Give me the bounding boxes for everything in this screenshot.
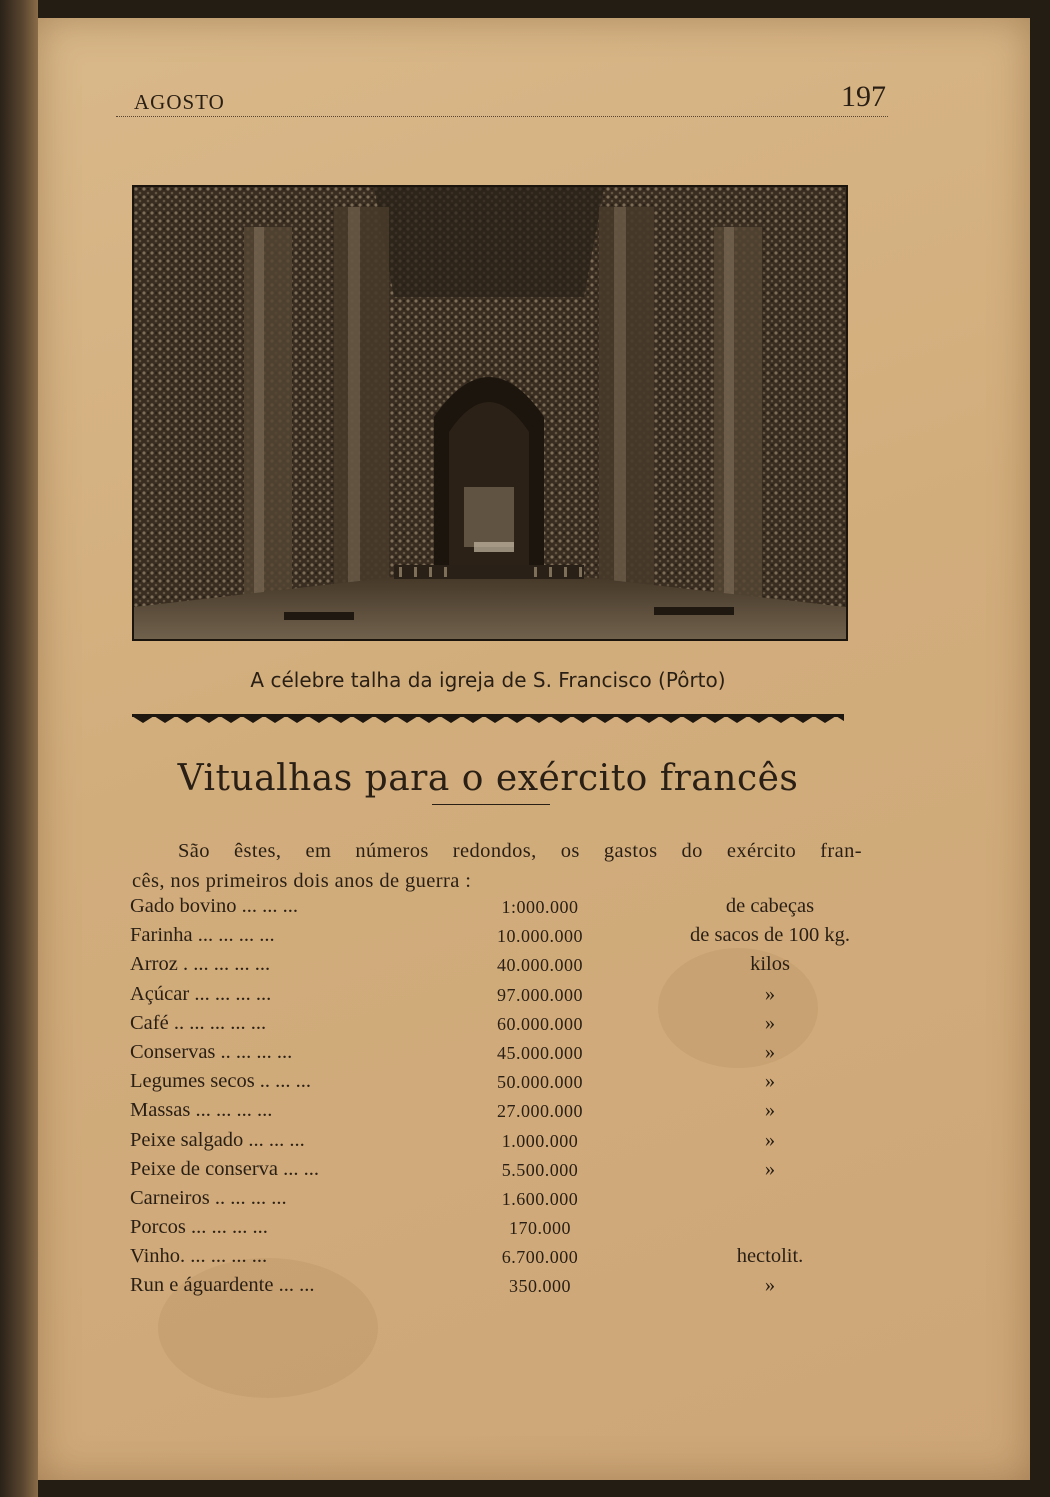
ornament-segment: [550, 716, 572, 723]
dot-leader: ... ... ...: [243, 1128, 305, 1151]
dot-leader: ... ... ...: [236, 895, 298, 917]
ornament-segment: [242, 716, 264, 723]
ornament-segment: [198, 716, 220, 723]
ornament-segment: [286, 716, 308, 723]
item-label: [130, 1216, 268, 1239]
item-amount: 60.000.000: [497, 1013, 583, 1034]
section-title: AGOSTO: [134, 90, 225, 114]
table-row: [130, 1216, 870, 1245]
ornament-segment: [616, 716, 638, 723]
ornament-segment: [726, 716, 748, 723]
item-unit: »: [764, 1157, 776, 1180]
item-unit: de sacos de 100 kg.: [690, 924, 850, 947]
ornament-segment: [330, 716, 352, 723]
item-amount: 50.000.000: [497, 1072, 583, 1093]
item-amount: 1:000.000: [501, 897, 579, 917]
ornamental-divider: [132, 712, 844, 726]
ornament-segment: [682, 716, 704, 723]
table-row: [130, 1274, 870, 1303]
item-unit: kilos: [750, 953, 790, 976]
ornament-segment: [770, 716, 792, 723]
item-label: [130, 1245, 267, 1268]
running-header: [116, 76, 888, 117]
table-row: [130, 1070, 870, 1099]
ornament-segment: [814, 716, 836, 723]
item-label: [130, 1274, 314, 1297]
ornament-segment: [528, 716, 550, 723]
item-unit: »: [764, 1070, 776, 1093]
item-amount: 6.700.000: [501, 1247, 579, 1268]
item-name: Peixe salgado: [130, 1128, 244, 1151]
ornament-segment: [792, 716, 814, 723]
ornament-segment: [462, 716, 484, 723]
item-amount: 10.000.000: [497, 926, 583, 947]
intro-line-2: cês, nos primeiros dois anos de guerra :: [132, 870, 472, 892]
ornament-segment: [748, 716, 770, 723]
item-amount: 1.600.000: [501, 1188, 579, 1209]
table-row: [130, 1187, 870, 1216]
table-row: [130, 895, 870, 924]
item-name: Vinho: [130, 1245, 181, 1268]
ornament-segment: [836, 716, 844, 723]
dot-leader: ... ...: [273, 1274, 315, 1297]
item-unit: »: [764, 1040, 776, 1063]
dot-leader: ... ... ... ...: [189, 982, 272, 1005]
item-name: Açúcar: [130, 982, 190, 1005]
dot-leader: . ... ... ... ...: [177, 953, 271, 976]
item-unit: »: [764, 982, 776, 1005]
item-name: Massas: [130, 1099, 191, 1122]
dot-leader: ... ... ... ...: [185, 1216, 268, 1239]
table-row: [130, 924, 870, 953]
intro-paragraph: [132, 836, 862, 896]
item-label: [130, 1012, 266, 1035]
table-row: [130, 953, 870, 982]
dot-leader: .. ... ... ... ...: [168, 1011, 267, 1034]
table-row: [130, 1129, 870, 1158]
dot-leader: .. ... ... ...: [215, 1040, 293, 1063]
ornament-segment: [638, 716, 660, 723]
item-amount: 1.000.000: [501, 1130, 579, 1151]
dot-leader: ... ... ... ...: [190, 1099, 273, 1122]
item-unit: hectolit.: [736, 1245, 804, 1268]
ornament-segment: [352, 716, 374, 723]
ornament-segment: [132, 716, 154, 723]
church-interior-icon: [134, 187, 846, 639]
table-row: [130, 1012, 870, 1041]
table-row: [130, 1245, 870, 1274]
item-label: [130, 1041, 292, 1064]
item-name: Farinha: [130, 924, 193, 947]
dot-leader: ... ... ... ...: [192, 924, 275, 947]
ornament-segment: [506, 716, 528, 723]
item-name: Conservas: [130, 1040, 216, 1063]
item-name: Run e águardente: [130, 1274, 274, 1297]
item-amount: 97.000.000: [497, 984, 583, 1005]
item-name: Porcos: [130, 1216, 186, 1239]
item-amount: 170.000: [509, 1218, 571, 1239]
ornament-segment: [396, 716, 418, 723]
ornament-segment: [660, 716, 682, 723]
ornament-segment: [154, 716, 176, 723]
item-label: [130, 1070, 311, 1093]
item-name: Peixe de conserva: [130, 1157, 278, 1180]
ornament-segment: [594, 716, 616, 723]
ornament-segment: [264, 716, 286, 723]
item-amount: 40.000.000: [497, 955, 583, 976]
ornament-segment: [308, 716, 330, 723]
item-label: [130, 983, 271, 1006]
photo-caption: A célebre talha da igreja de S. Francisco (Pôrto): [250, 668, 726, 692]
table-row: [130, 1158, 870, 1187]
ornament-segment: [176, 716, 198, 723]
item-unit: »: [764, 1099, 776, 1122]
table-row: [130, 1041, 870, 1070]
provisions-table: [130, 895, 870, 1304]
ornament-segment: [440, 716, 462, 723]
item-amount: 27.000.000: [497, 1101, 583, 1122]
item-unit: »: [764, 1128, 776, 1151]
article-title: Vitualhas para o exército francês: [177, 758, 799, 799]
item-unit: de cabeças: [725, 895, 815, 917]
church-photo: [132, 185, 848, 641]
title-rule: [432, 804, 550, 805]
ornament-segment: [704, 716, 726, 723]
item-label: [130, 895, 298, 918]
book-spine: [0, 0, 38, 1497]
item-unit: »: [764, 1274, 776, 1297]
item-name: Café: [130, 1011, 169, 1034]
item-name: Legumes secos: [130, 1070, 255, 1093]
ornament-segment: [484, 716, 506, 723]
item-amount: 350.000: [509, 1276, 571, 1297]
item-label: [130, 1158, 319, 1181]
item-unit: »: [764, 1011, 776, 1034]
intro-line-1: São êstes, em números redondos, os gastos do exército fran-: [178, 840, 862, 862]
dot-leader: .. ... ...: [254, 1070, 312, 1093]
item-label: [130, 953, 270, 976]
item-amount: 45.000.000: [497, 1042, 583, 1063]
item-label: [130, 924, 275, 947]
item-label: [130, 1187, 287, 1210]
dot-leader: . ... ... ... ...: [180, 1245, 268, 1268]
table-row: [130, 983, 870, 1012]
book-page: [38, 18, 1030, 1480]
dot-leader: ... ...: [278, 1157, 319, 1180]
item-label: [130, 1129, 305, 1152]
item-label: [130, 1099, 272, 1122]
ornament-segment: [418, 716, 440, 723]
page-number: 197: [841, 80, 886, 113]
item-name: Gado bovino: [130, 895, 237, 917]
item-name: Arroz: [130, 953, 178, 976]
dot-leader: .. ... ... ...: [209, 1186, 287, 1209]
item-name: Carneiros: [130, 1186, 210, 1209]
ornament-segment: [220, 716, 242, 723]
item-amount: 5.500.000: [501, 1159, 579, 1180]
ornament-segment: [572, 716, 594, 723]
table-row: [130, 1099, 870, 1128]
ornament-segment: [374, 716, 396, 723]
